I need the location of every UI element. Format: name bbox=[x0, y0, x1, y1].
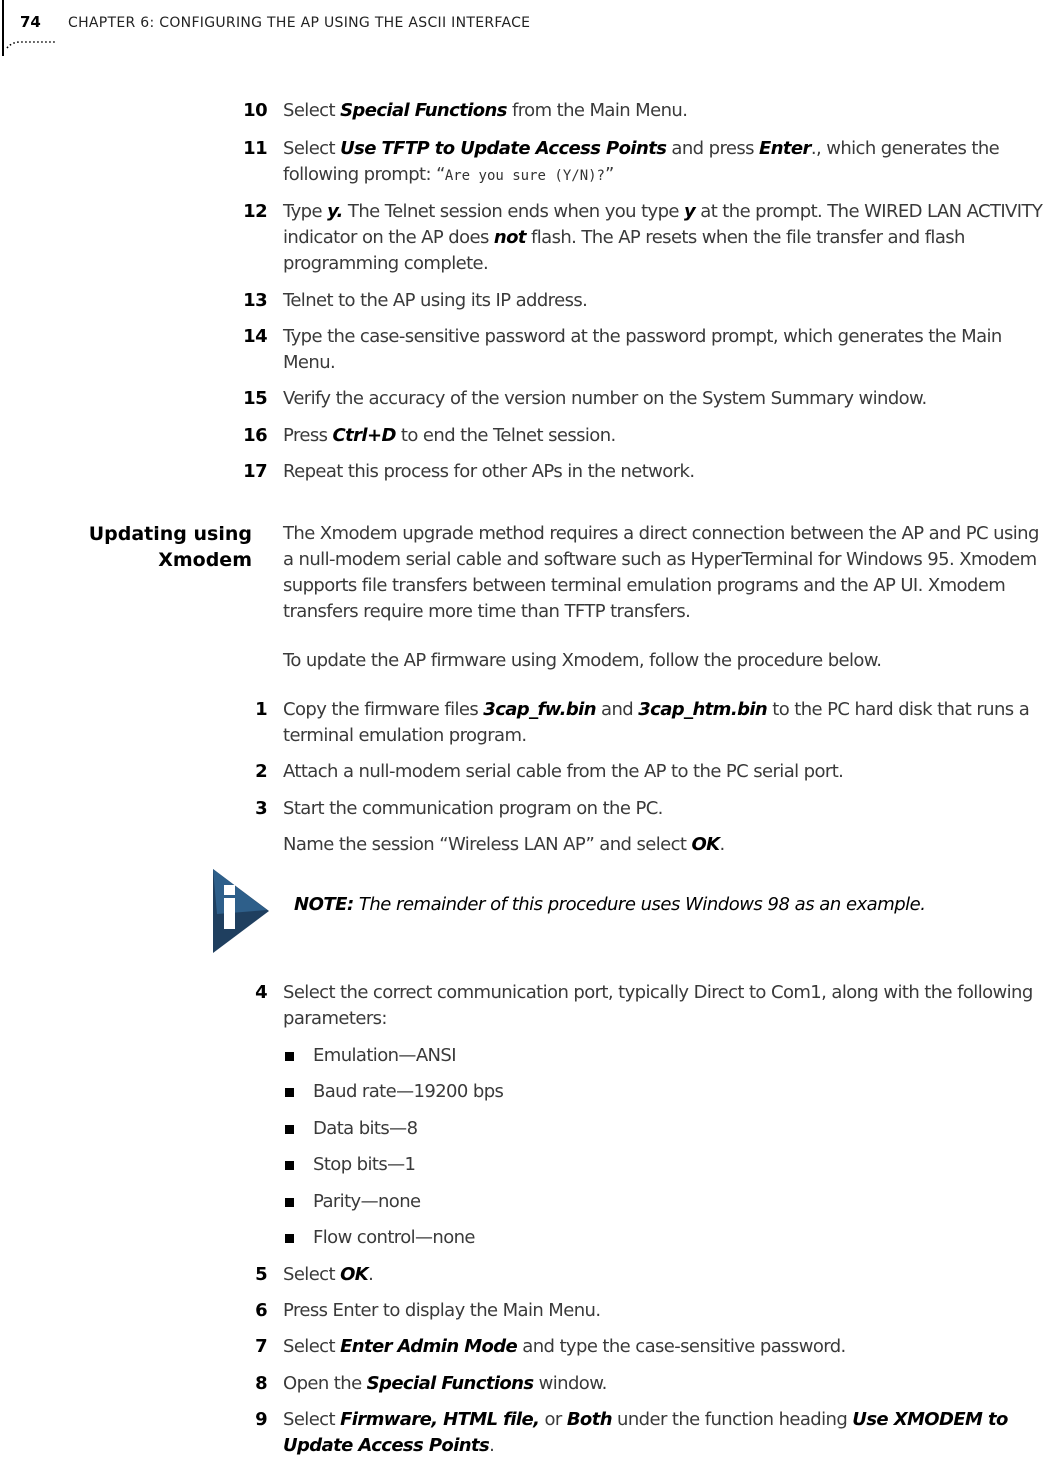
step-4: 4 Select the correct communication port, typically Direct to Com1, along with the following parameters: bbox=[255, 982, 1033, 1029]
step-10: 10 Select Special Functions from the Main Menu. bbox=[243, 100, 688, 121]
prompt-code: Are you sure (Y/N)? bbox=[444, 168, 605, 184]
step-7: 7 Select Enter Admin Mode and type the case-sensitive password. bbox=[255, 1336, 846, 1357]
step-5: 5 Select OK. bbox=[255, 1264, 374, 1285]
step-13: 13 Telnet to the AP using its IP address. bbox=[243, 290, 588, 311]
list-item: Data bits—8 bbox=[313, 1116, 417, 1142]
step-12: 12 Type y. The Telnet session ends when you type y at the prompt. The WIRED LAN ACTIVITY indicator on the AP does not flash. The AP resets when the file transfer and flash programming complete. bbox=[243, 201, 1043, 274]
step-16: 16 Press Ctrl+D to end the Telnet session. bbox=[243, 425, 616, 446]
note-text: NOTE: The remainder of this procedure uses Windows 98 as an example. bbox=[294, 894, 926, 915]
procedure-lead: To update the AP firmware using Xmodem, follow the procedure below. bbox=[283, 650, 882, 671]
list-item: Baud rate—19200 bps bbox=[313, 1079, 503, 1105]
page-number: 74 bbox=[20, 13, 41, 31]
info-note-icon bbox=[211, 868, 271, 954]
step-1: 1 Copy the firmware files 3cap_fw.bin and 3cap_htm.bin to the PC hard disk that runs a terminal emulation program. bbox=[255, 699, 1030, 746]
step-2: 2 Attach a null-modem serial cable from the AP to the PC serial port. bbox=[255, 761, 844, 782]
session-name-line: Name the session “Wireless LAN AP” and select OK. bbox=[283, 834, 725, 855]
step-6: 6 Press Enter to display the Main Menu. bbox=[255, 1300, 601, 1321]
list-item: Parity—none bbox=[313, 1189, 421, 1215]
step-11: 11 Select Use TFTP to Update Access Points and press Enter., which generates the following prompt: “Are you sure (Y/N)?” bbox=[243, 138, 1000, 185]
section-intro: The Xmodem upgrade method requires a direct connection between the AP and PC using a null-modem serial cable and software such as HyperTerminal for Windows 95. Xmodem supports file transfers between terminal emulation programs and the AP UI. Xmodem transfers require more time than TFTP transfers. bbox=[283, 523, 1039, 622]
section-heading: Updating using Xmodem bbox=[88, 523, 252, 571]
header-rule bbox=[2, 0, 4, 56]
step-17: 17 Repeat this process for other APs in the network. bbox=[243, 461, 695, 482]
step-15: 15 Verify the accuracy of the version number on the System Summary window. bbox=[243, 388, 927, 409]
list-item: Emulation—ANSI bbox=[313, 1043, 456, 1069]
header-dotted-rule bbox=[6, 40, 58, 50]
list-item: Flow control—none bbox=[313, 1225, 475, 1251]
step-8: 8 Open the Special Functions window. bbox=[255, 1373, 607, 1394]
step-9: 9 Select Firmware, HTML file, or Both under the function heading Use XMODEM to Update Access Points. bbox=[255, 1409, 1008, 1456]
step-3: 3 Start the communication program on the PC. bbox=[255, 798, 663, 819]
list-item: Stop bits—1 bbox=[313, 1152, 415, 1178]
step-14: 14 Type the case-sensitive password at the password prompt, which generates the Main Menu. bbox=[243, 326, 1002, 373]
chapter-title: CHAPTER 6: CONFIGURING THE AP USING THE ASCII INTERFACE bbox=[68, 15, 531, 31]
